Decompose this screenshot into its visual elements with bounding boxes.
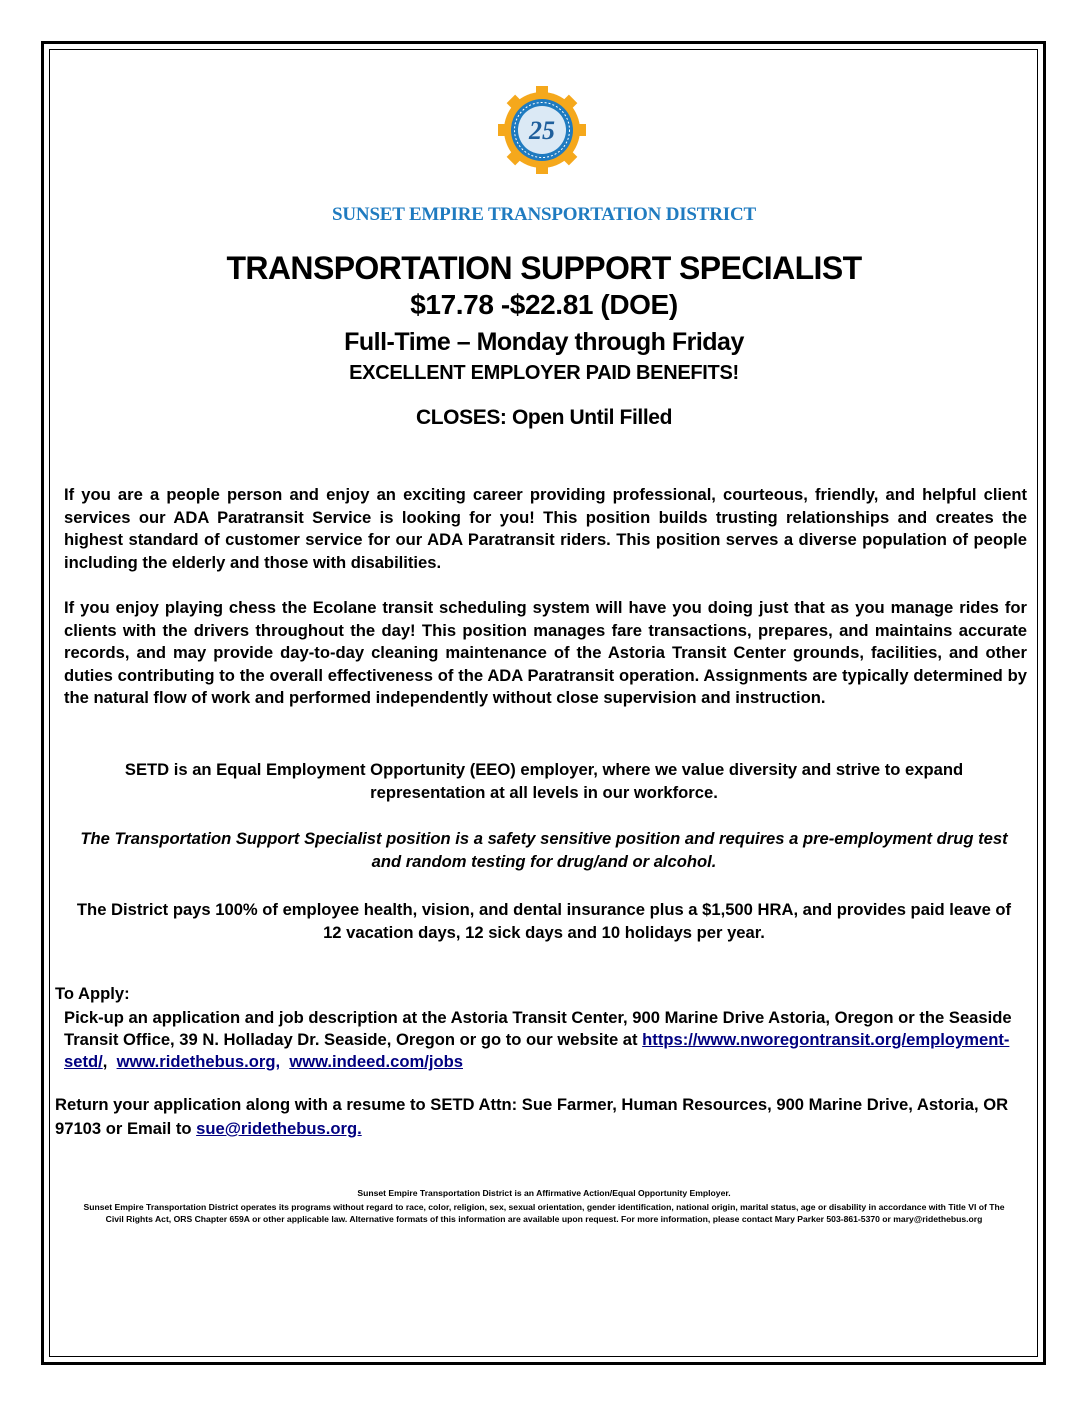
return-text: Return your application along with a resume to SETD Attn: Sue Farmer, Human Resources, 900 Marine Drive, Astoria, OR 97103 or Email to — [55, 1095, 1009, 1138]
email-link[interactable]: sue@ridethebus.org. — [196, 1119, 362, 1138]
description-paragraph-2: If you enjoy playing chess the Ecolane transit scheduling system will have you doing just that as you manage rides for clients with the drivers throughout the day! This position manages fare transactions, prepares, and maintains accurate records, and may provide day-to-day cleaning maintenance of the Astoria Transit Center grounds, facilities, and other duties contributing to the overall effectiveness of the ADA Paratransit operation. Assignments are typically determined by the natural flow of work and performed independently without close supervision and instruction. — [64, 598, 1027, 707]
safety-statement: The Transportation Support Specialist position is a safety sensitive position and requires a pre-employment drug test and random testing for drug/and or alcohol. — [80, 829, 1008, 871]
25-years-gear-logo — [496, 84, 588, 176]
eeo-statement: SETD is an Equal Employment Opportunity (EEO) employer, where we value diversity and strive to expand representation at all levels in our workforce. — [124, 760, 964, 802]
apply-text: Pick-up an application and job description at the Astoria Transit Center, 900 Marine Drive Astoria, Oregon or the Seaside Transit Office, 39 N. Holladay Dr. Seaside, Oregon or go to our website at — [64, 1008, 1012, 1049]
link-ridethebus[interactable]: www.ridethebus.org, — [116, 1052, 281, 1071]
apply-instructions: Pick-up an application and job description at the Astoria Transit Center, 900 Marine Drive Astoria, Oregon or the Seaside Transit Office, 39 N. Holladay Dr. Seaside, Oregon or go to our website at https://www.nworegontransit.org/employment-setd/, www.ridethebus.org, www.indeed.com/jobs — [64, 1008, 1012, 1071]
apply-heading: To Apply: — [55, 984, 130, 1003]
organization-name: SUNSET EMPIRE TRANSPORTATION DISTRICT — [332, 204, 756, 225]
closing-date: CLOSES: Open Until Filled — [415, 406, 672, 429]
footer-eeo: Sunset Empire Transportation District is an Affirmative Action/Equal Opportunity Employer. — [357, 1188, 731, 1198]
link-nworegontransit[interactable]: https://www.nworegontransit.org/employment-setd/ — [64, 1030, 1010, 1071]
description-paragraph-1: If you are a people person and enjoy an exciting career providing professional, courteous, friendly, and helpful client services our ADA Paratransit Service is looking for you! This position builds trusting relationships and creates the highest standard of customer service for our ADA Paratransit riders. This position serves a diverse population of people including the elderly and those with disabilities. — [64, 485, 1027, 572]
job-title: TRANSPORTATION SUPPORT SPECIALIST — [226, 250, 862, 286]
benefits-statement: The District pays 100% of employee health, vision, and dental insurance plus a $1,500 HRA, and provides paid leave of 12 vacation days, 12 sick days and 10 holidays per year. — [76, 900, 1012, 942]
logo-number: 25 — [529, 116, 555, 145]
footer-nondiscrimination: Sunset Empire Transportation District operates its programs without regard to race, color, religion, sex, sexual orientation, gender identification, national origin, marital status, age or disability in accordance with Title VI of The Civil Rights Act, ORS Chapter 659A or other applicable law. Alternative formats of this information are available upon request. For more information, please contact Mary Parker 503-861-5370 or mary@ridethebus.org — [83, 1202, 1005, 1224]
link-indeed[interactable]: www.indeed.com/jobs — [289, 1052, 463, 1071]
schedule: Full-Time – Monday through Friday — [344, 328, 744, 356]
benefits-headline: EXCELLENT EMPLOYER PAID BENEFITS! — [349, 362, 739, 384]
pay-range: $17.78 -$22.81 (DOE) — [410, 289, 678, 320]
return-instructions — [55, 1093, 1025, 1141]
